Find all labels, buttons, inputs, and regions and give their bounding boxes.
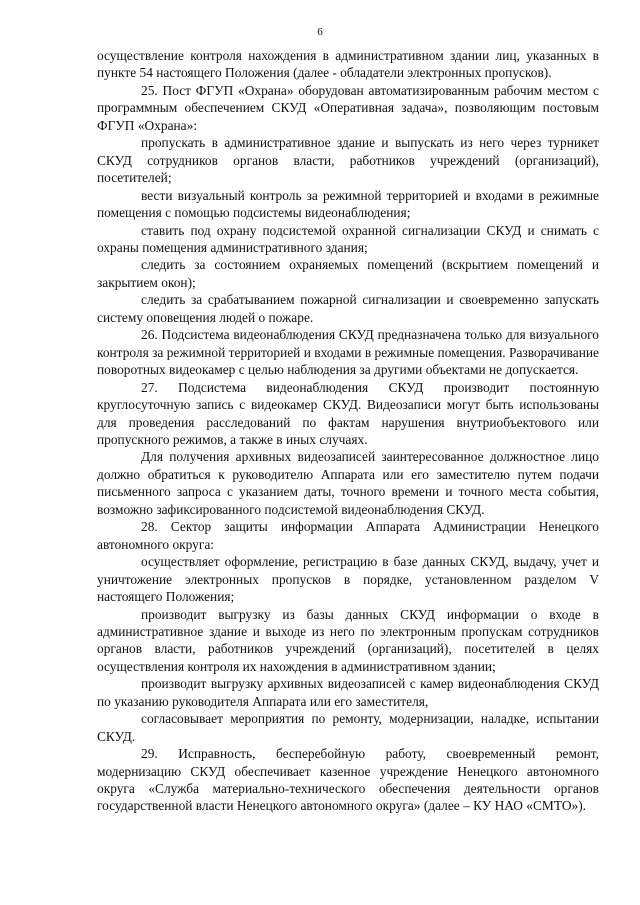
list-item: вести визуальный контроль за режимной территорией и входами в режимные помещения с помощью подсистемы видеонаблюдения; <box>97 187 599 221</box>
paragraph-25: 25. Пост ФГУП «Охрана» оборудован автоматизированным рабочим местом с программным обеспечением СКУД «Оперативная задача», позволяющим постовым ФГУП «Охрана»: <box>97 82 599 133</box>
paragraph-archive-request: Для получения архивных видеозаписей заинтересованное должностное лицо должно обратиться к руководителю Аппарата или его заместителю путем подачи письменного запроса с указанием даты, точного времени и точного места события, возможно зафиксированного подсистемой видеонаблюдения СКУД. <box>97 449 599 517</box>
list-item: ставить под охрану подсистемой охранной сигнализации СКУД и снимать с охраны помещения административного здания; <box>97 222 599 255</box>
paragraph-29: 29. Исправность, бесперебойную работу, своевременный ремонт, модернизацию СКУД обеспечивает казенное учреждение Ненецкого автономного округа «Служба материально-технического обеспечения деятельности органов государственной власти Ненецкого автономного округа» (далее – КУ НАО «СМТО»). <box>97 746 599 814</box>
list-item: производит выгрузку архивных видеозаписей с камер видеонаблюдения СКУД по указанию руководителя Аппарата или его заместителя, <box>97 676 599 709</box>
document-body <box>97 47 599 815</box>
list-item: производит выгрузку из базы данных СКУД информации о входе в административное здание и выходе из него по электронным пропускам сотрудников органов власти, работников учреждений (организаций), посетителей в целях осуществления контроля их нахождения в административном здании; <box>97 606 599 674</box>
paragraph-intro: осуществление контроля нахождения в административном здании лиц, указанных в пункте 54 настоящего Положения (далее - обладатели электронных пропусков). <box>97 48 599 81</box>
list-item: согласовывает мероприятия по ремонту, модернизации, наладке, испытании СКУД. <box>97 711 599 744</box>
list-item: следить за срабатыванием пожарной сигнализации и своевременно запускать систему оповещения людей о пожаре. <box>97 292 599 325</box>
list-item: пропускать в административное здание и выпускать из него через турникет СКУД сотрудников органов власти, работников учреждений (организаций), посетителей; <box>97 135 599 186</box>
list-item: осуществляет оформление, регистрацию в базе данных СКУД, выдачу, учет и уничтожение электронных пропусков в порядке, установленном разделом V настоящего Положения; <box>97 554 599 605</box>
paragraph-26: 26. Подсистема видеонаблюдения СКУД предназначена только для визуального контроля за режимной территорией и входами в режимные помещения. Разворачивание поворотных видеокамер с целью наблюдения за другими объектами не допускается. <box>97 327 599 378</box>
paragraph-27: 27. Подсистема видеонаблюдения СКУД производит постоянную круглосуточную запись с видеокамер СКУД. Видеозаписи могут быть использованы для проведения расследований по фактам нарушения внутриобъектового или пропускного режимов, а также в иных случаях. <box>97 379 599 447</box>
paragraph-28: 28. Сектор защиты информации Аппарата Администрации Ненецкого автономного округа: <box>97 519 599 552</box>
page-number: 6 <box>317 26 323 38</box>
list-item: следить за состоянием охраняемых помещений (вскрытием помещений и закрытием окон); <box>97 257 599 290</box>
